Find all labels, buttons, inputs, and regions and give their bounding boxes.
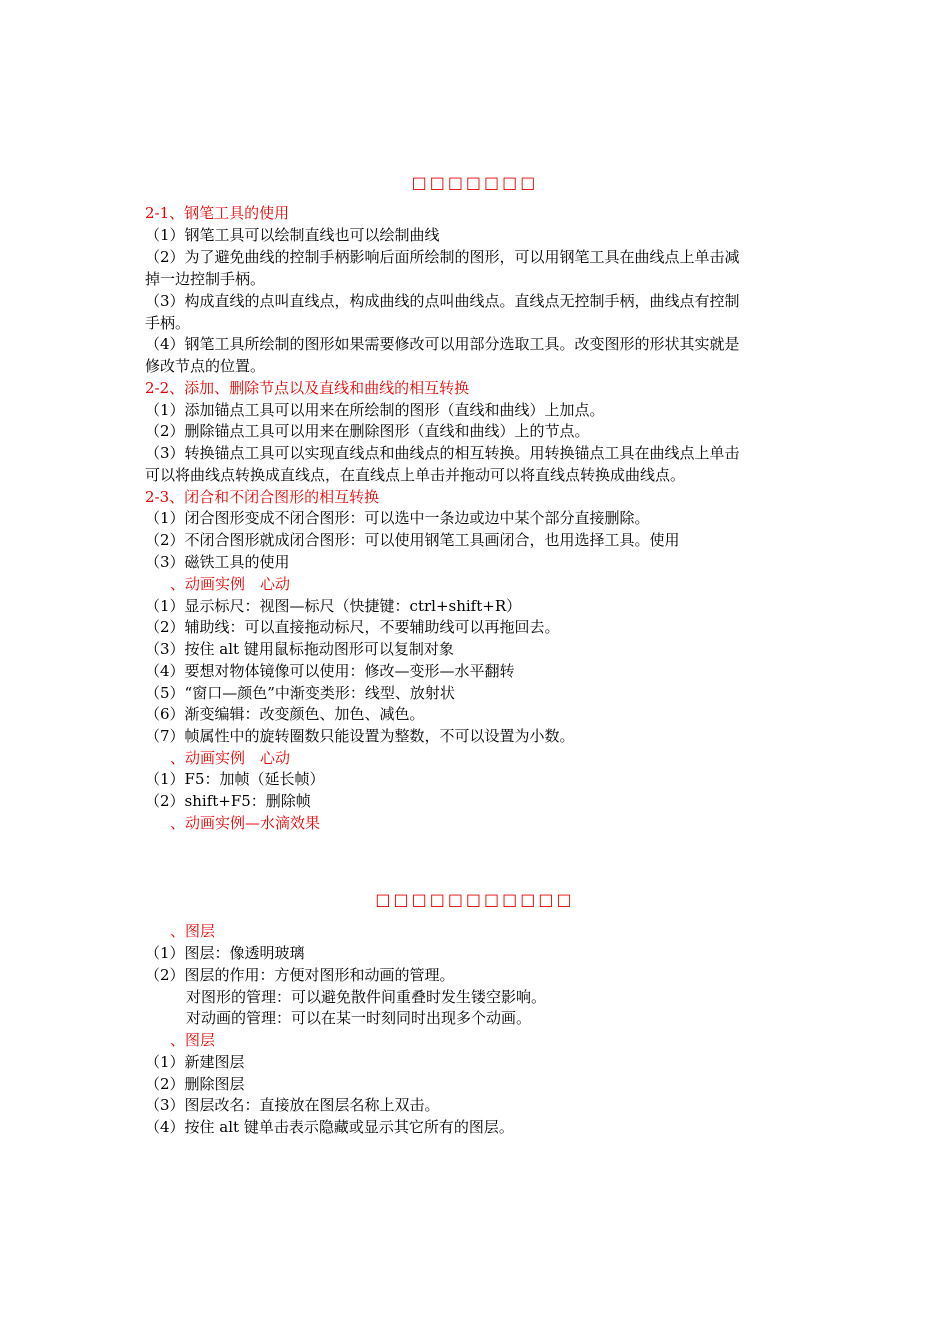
section-title-1: □□□□□□□ [411,173,539,192]
text-line: 修改节点的位置。 [145,357,266,375]
text-line: （5）“窗口—颜色”中渐变类形：线型、放射状 [145,684,455,702]
text-line: （6）渐变编辑：改变颜色、加色、减色。 [145,705,425,723]
text-line: 对图形的管理：可以避免散件间重叠时发生镂空影响。 [186,988,547,1006]
subheading-layers: 、图层 [170,922,216,940]
subheading-layers-2: 、图层 [170,1031,216,1049]
text-line: （1）图层：像透明玻璃 [145,944,305,962]
heading-2-2: 2-2、添加、删除节点以及直线和曲线的相互转换 [145,379,470,397]
heading-2-1: 2-1、钢笔工具的使用 [145,204,290,222]
text-line: （1）闭合图形变成不闭合图形：可以选中一条边或边中某个部分直接删除。 [145,509,650,527]
text-line: （1）钢笔工具可以绘制直线也可以绘制曲线 [145,226,440,244]
subheading-animation-heart: 、动画实例 心动 [170,575,291,593]
text-line: （1）添加锚点工具可以用来在所绘制的图形（直线和曲线）上加点。 [145,401,605,419]
subheading-animation-heart-2: 、动画实例 心动 [170,749,291,767]
text-line: （1）F5：加帧（延长帧） [145,770,325,788]
text-line: （4）要想对物体镜像可以使用：修改—变形—水平翻转 [145,662,515,680]
text-line: （1）显示标尺：视图—标尺（快捷键：ctrl+shift+R） [145,597,522,615]
text-line: （4）按住 alt 键单击表示隐藏或显示其它所有的图层。 [145,1118,514,1136]
text-line: （3）图层改名：直接放在图层名称上双击。 [145,1096,440,1114]
text-line: （7）帧属性中的旋转圈数只能设置为整数，不可以设置为小数。 [145,727,575,745]
text-line: （2）为了避免曲线的控制手柄影响后面所绘制的图形，可以用钢笔工具在曲线点上单击减 [145,248,740,266]
text-line: （2）删除锚点工具可以用来在删除图形（直线和曲线）上的节点。 [145,422,590,440]
text-line: （3）磁铁工具的使用 [145,553,290,571]
text-line: 手柄。 [145,314,191,332]
text-line: （1）新建图层 [145,1053,245,1071]
text-line: （3）转换锚点工具可以实现直线点和曲线点的相互转换。用转换锚点工具在曲线点上单击 [145,444,740,462]
text-line: （2）不闭合图形就成闭合图形：可以使用钢笔工具画闭合，也用选择工具。使用 [145,531,680,549]
subheading-water-drop: 、动画实例—水滴效果 [170,814,321,832]
text-line: （2）图层的作用：方便对图形和动画的管理。 [145,966,455,984]
text-line: （3）按住 alt 键用鼠标拖动图形可以复制对象 [145,640,454,658]
text-line: （2）辅助线：可以直接拖动标尺，不要辅助线可以再拖回去。 [145,618,560,636]
text-line: （4）钢笔工具所绘制的图形如果需要修改可以用部分选取工具。改变图形的形状其实就是 [145,335,740,353]
text-line: （2）shift+F5：删除帧 [145,792,311,810]
text-line: （2）删除图层 [145,1075,245,1093]
heading-2-3: 2-3、闭合和不闭合图形的相互转换 [145,488,380,506]
text-line: 可以将曲线点转换成直线点，在直线点上单击并拖动可以将直线点转换成曲线点。 [145,466,686,484]
text-line: 对动画的管理：可以在某一时刻同时出现多个动画。 [186,1009,532,1027]
section-title-2: □□□□□□□□□□□ [375,890,575,909]
text-line: （3）构成直线的点叫直线点，构成曲线的点叫曲线点。直线点无控制手柄，曲线点有控制 [145,292,740,310]
text-line: 掉一边控制手柄。 [145,270,266,288]
